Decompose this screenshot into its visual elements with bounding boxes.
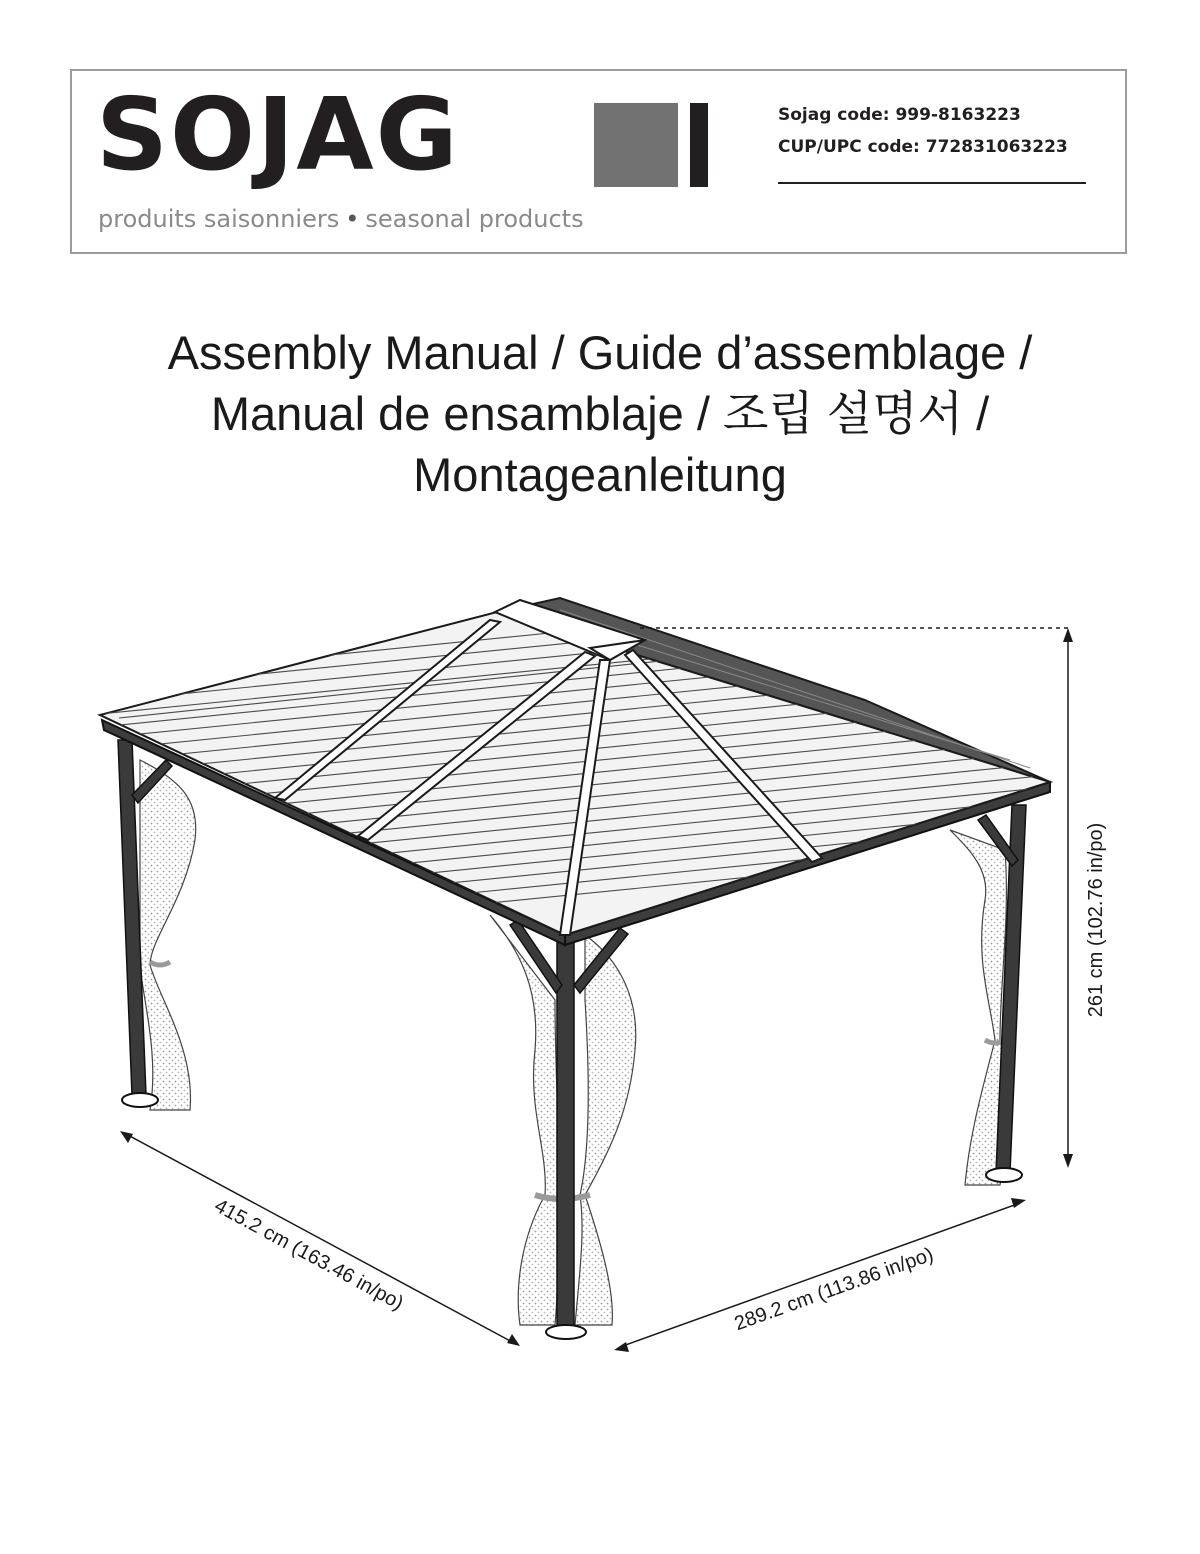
logo-square-icon [594, 103, 678, 187]
height-label: 261 cm (102.76 in/po) [1085, 822, 1107, 1018]
length-dimension [120, 1131, 520, 1346]
title-line-1: Assembly Manual / Guide d’assemblage / [167, 326, 1033, 379]
sojag-code: Sojag code: 999-8163223 [778, 105, 1021, 125]
width-dimension [614, 1198, 1026, 1352]
product-codes [778, 99, 1068, 163]
curtain-left [140, 760, 196, 1110]
brand-logo: SOJAG [96, 76, 460, 193]
roof-front [80, 582, 1060, 944]
brand-tagline [98, 205, 584, 233]
tagline-separator: • [345, 205, 360, 233]
page-title [0, 322, 1200, 505]
title-line-3: Montageanleitung [413, 448, 787, 501]
title-line-2: Manual de ensamblaje / 조립 설명서 / [210, 387, 990, 440]
gazebo-icon [0, 560, 1200, 1380]
code-underline [778, 182, 1086, 184]
upc-code: CUP/UPC code: 772831063223 [778, 137, 1068, 157]
logo-bar-icon [690, 103, 708, 187]
tagline-en: seasonal products [365, 205, 584, 233]
width-label: 289.2 cm (113.86 in/po) [731, 1243, 937, 1336]
tagline-fr: produits saisonniers [98, 205, 340, 233]
header-box [70, 69, 1127, 254]
length-label: 415.2 cm (163.46 in/po) [210, 1194, 407, 1315]
